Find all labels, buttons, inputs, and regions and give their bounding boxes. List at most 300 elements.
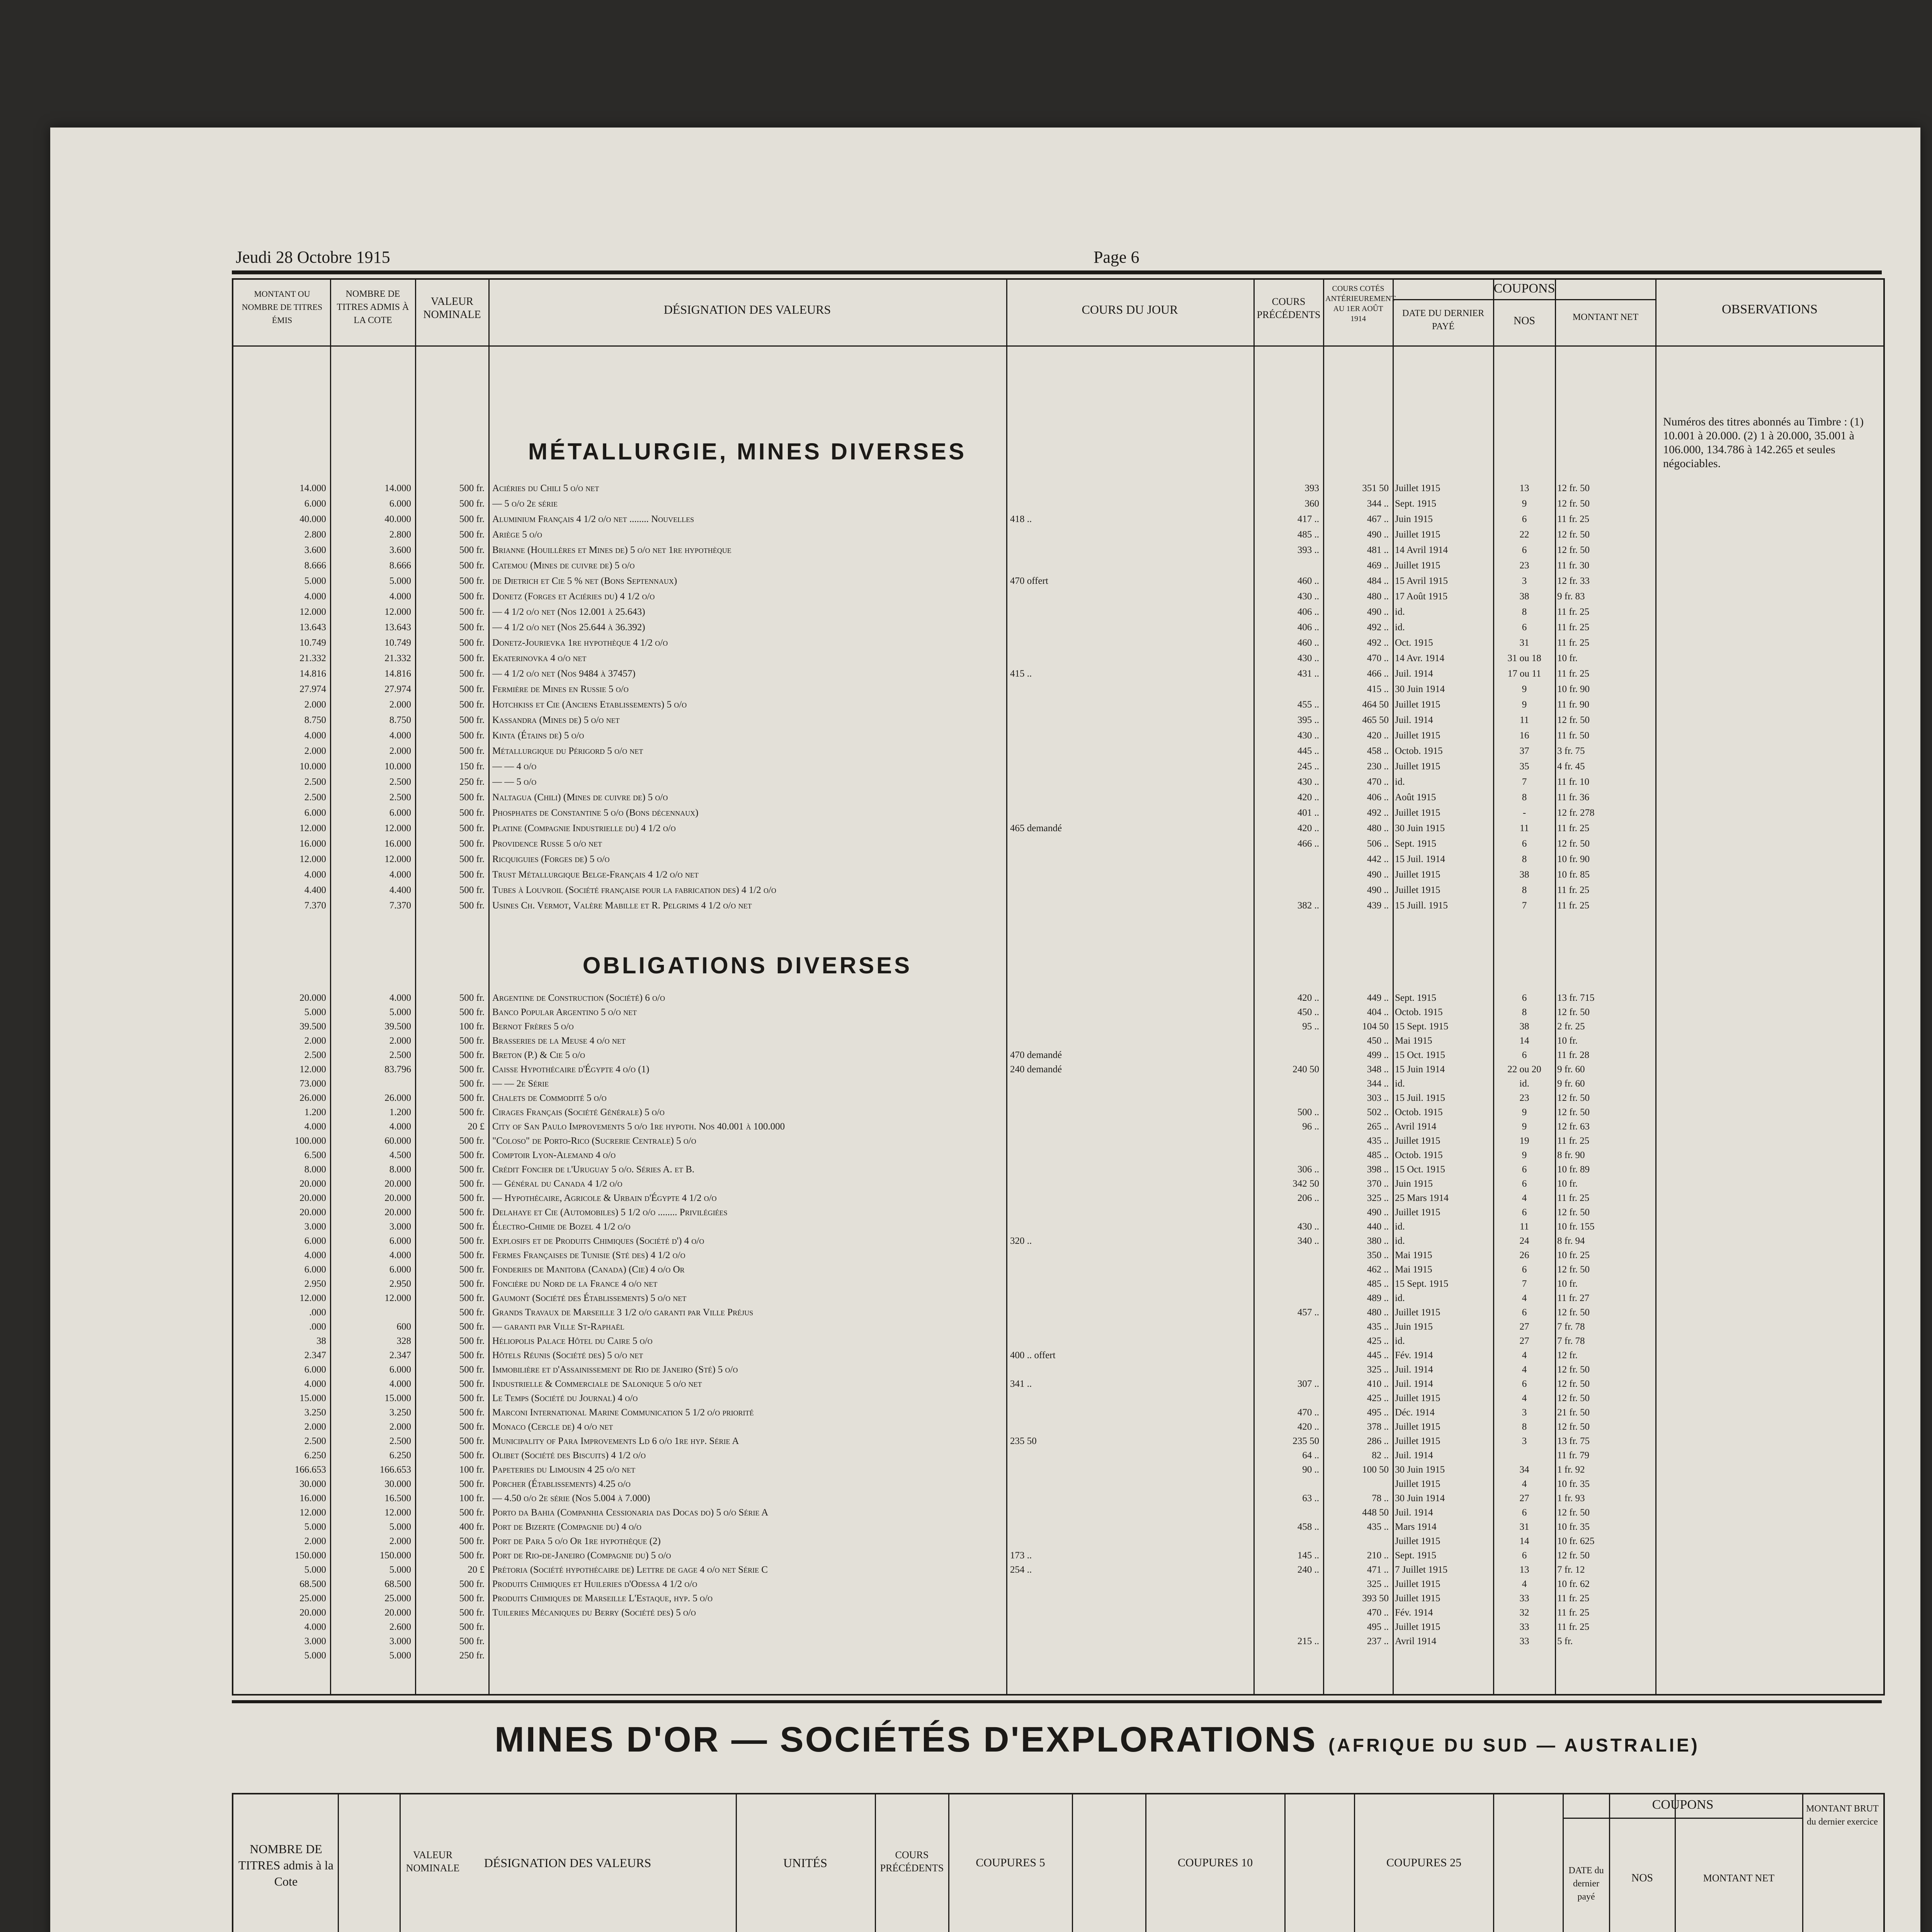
cell-val: 500 fr. — [459, 529, 485, 540]
top-rule — [232, 270, 1882, 274]
cell-em: 12.000 — [299, 607, 326, 617]
cell-ad: 6.000 — [389, 1236, 411, 1246]
cell-c14: 325 .. — [1367, 1579, 1389, 1589]
cell-em: 4.000 — [304, 1250, 326, 1260]
cell-jour: 415 .. — [1010, 668, 1032, 679]
cell-c14: 415 .. — [1367, 684, 1389, 694]
cell-c14 — [1327, 1477, 1389, 1491]
cell-em: 3.600 — [304, 545, 326, 555]
cell-jour — [1010, 1405, 1250, 1420]
cell-c14: 435 .. — [1367, 1321, 1389, 1332]
cell-val: 500 fr. — [459, 1207, 485, 1218]
cell-val: 500 fr. — [459, 560, 485, 571]
cell-date: Juil. 1914 — [1395, 1379, 1433, 1389]
cell-prec — [1257, 1477, 1319, 1491]
table-row — [233, 713, 1882, 728]
cell-des: Marconi International Marine Communication 5 1/2 o/o priorité — [492, 1407, 754, 1418]
col-montant: MONTANT OU NOMBRE DE TITRES ÉMIS — [242, 289, 323, 325]
cell-prec: 215 .. — [1297, 1636, 1319, 1646]
cell-ad: 68.500 — [384, 1579, 411, 1589]
cell-des: Électro-Chimie de Bozel 4 1/2 o/o — [492, 1221, 631, 1232]
cell-net: 11 fr. 25 — [1557, 823, 1590, 833]
cell-c14: 490 .. — [1367, 1207, 1389, 1218]
cell-ad: 2.500 — [389, 777, 411, 787]
cell-ad: 150.000 — [379, 1550, 411, 1561]
cell-date: Juil. 1914 — [1395, 1507, 1433, 1518]
cell-c14: 286 .. — [1367, 1436, 1389, 1446]
col-observations: OBSERVATIONS — [1722, 302, 1818, 316]
cell-prec — [1257, 1077, 1319, 1091]
table-row — [233, 1077, 1882, 1091]
cell-ad — [334, 1077, 411, 1091]
cell-prec — [1257, 1034, 1319, 1048]
cell-em: 16.000 — [299, 838, 326, 849]
cell-des: Comptoir Lyon-Alemand 4 o/o — [492, 1150, 616, 1160]
cell-des: — 4.50 o/o 2e série (Nos 5.004 à 7.000) — [492, 1493, 650, 1503]
table-row — [233, 620, 1882, 635]
t2-col-cours-prec: COURS PRÉCÉDENTS — [880, 1849, 944, 1874]
cell-ad: 4.000 — [389, 993, 411, 1003]
cell-n: 27 — [1519, 1493, 1529, 1503]
cell-em: 166.653 — [294, 1464, 326, 1475]
cell-des: Prétoria (Société hypothécaire de) Lettre de gage 4 o/o net Série C — [492, 1565, 768, 1575]
table-row — [233, 1477, 1882, 1491]
cell-val: 500 fr. — [459, 1422, 485, 1432]
cell-date: Juillet 1915 — [1395, 761, 1440, 772]
cell-des: Héliopolis Palace Hôtel du Caire 5 o/o — [492, 1336, 653, 1346]
cell-c14: 351 50 — [1362, 483, 1389, 493]
cell-net: 10 fr. 62 — [1557, 1579, 1590, 1589]
cell-des: Papeteries du Limousin 4 25 o/o net — [492, 1464, 636, 1475]
table-row — [233, 836, 1882, 852]
t2-col-coupures5: COUPURES 5 — [976, 1856, 1045, 1869]
cell-n: id. — [1519, 1078, 1529, 1089]
cell-ad: 10.000 — [384, 761, 411, 772]
cell-c14: 410 .. — [1367, 1379, 1389, 1389]
cell-em: 8.666 — [304, 560, 326, 571]
cell-prec: 64 .. — [1302, 1450, 1319, 1461]
section-title-obligations: OBLIGATIONS DIVERSES — [582, 952, 912, 978]
cell-date: Juillet 1915 — [1395, 808, 1440, 818]
separator-rule — [232, 1700, 1882, 1703]
cell-n: 9 — [1522, 1107, 1527, 1117]
cell-em: 5.000 — [304, 1565, 326, 1575]
cell-des: Donetz-Jourievka 1re hypothèque 4 1/2 o/o — [492, 638, 668, 648]
cell-jour — [1010, 1262, 1250, 1277]
cell-prec: 458 .. — [1297, 1522, 1319, 1532]
cell-c14: 265 .. — [1367, 1121, 1389, 1132]
cell-n: 14 — [1519, 1536, 1529, 1546]
cell-c14: 344 .. — [1367, 498, 1389, 509]
cell-n: 8 — [1522, 1422, 1527, 1432]
cell-des: Donetz (Forges et Aciéries du) 4 1/2 o/o — [492, 591, 655, 602]
cell-des: Caisse Hypothécaire d'Égypte 4 o/o (1) — [492, 1064, 650, 1075]
table-row — [233, 1520, 1882, 1534]
cell-des: Hotchkiss et Cie (Anciens Etablissements) 5 o/o — [492, 699, 687, 710]
cell-date: Juillet 1915 — [1395, 1479, 1440, 1489]
cell-ad: 16.500 — [384, 1493, 411, 1503]
cell-net: 21 fr. 50 — [1557, 1407, 1590, 1418]
cell-jour — [1010, 1119, 1250, 1134]
cell-prec: 342 50 — [1293, 1179, 1319, 1189]
cell-val: 20 £ — [468, 1565, 485, 1575]
cell-date: Juillet 1915 — [1395, 1422, 1440, 1432]
table-row — [233, 728, 1882, 743]
cell-ad: 40.000 — [384, 514, 411, 524]
cell-ad: 5.000 — [389, 1565, 411, 1575]
cell-c14: 481 .. — [1367, 545, 1389, 555]
cell-em: 26.000 — [299, 1093, 326, 1103]
cell-n: 27 — [1519, 1336, 1529, 1346]
cell-net: 11 fr. 30 — [1557, 560, 1590, 571]
cell-net: 12 fr. 33 — [1557, 576, 1590, 586]
cell-n: 38 — [1519, 869, 1529, 880]
cell-jour — [1010, 1491, 1250, 1505]
cell-net: 12 fr. 50 — [1557, 838, 1590, 849]
cell-net: 11 fr. 25 — [1557, 607, 1590, 617]
cell-date: Oct. 1915 — [1395, 638, 1433, 648]
cell-date: Août 1915 — [1395, 792, 1436, 803]
cell-c14: 499 .. — [1367, 1050, 1389, 1060]
cell-des: Port de Bizerte (Compagnie du) 4 o/o — [492, 1522, 642, 1532]
cell-val: 500 fr. — [459, 699, 485, 710]
cell-n: 7 — [1522, 1279, 1527, 1289]
cell-val: 500 fr. — [459, 746, 485, 756]
header-page-number: Page 6 — [1094, 248, 1139, 267]
cell-jour — [1010, 1019, 1250, 1034]
table-row — [233, 589, 1882, 604]
cell-date: Mai 1915 — [1395, 1264, 1432, 1275]
cell-prec: 430 .. — [1297, 730, 1319, 741]
cell-em: 2.500 — [304, 1050, 326, 1060]
cell-n: 6 — [1522, 1507, 1527, 1518]
cell-n: 9 — [1522, 1150, 1527, 1160]
cell-ad: 2.000 — [389, 699, 411, 710]
cell-date — [1395, 1648, 1492, 1663]
cell-date: Juillet 1915 — [1395, 483, 1440, 493]
cell-n: 22 — [1519, 529, 1529, 540]
cell-n: 6 — [1522, 1550, 1527, 1561]
cell-date: Juillet 1915 — [1395, 1436, 1440, 1446]
cell-val: 500 fr. — [459, 1007, 485, 1017]
cell-date: 15 Juin 1914 — [1395, 1064, 1445, 1075]
cell-n: 4 — [1522, 1393, 1527, 1403]
col-valeur: VALEUR NOMINALE — [423, 296, 481, 321]
cell-n: 38 — [1519, 1021, 1529, 1032]
cell-des: — Général du Canada 4 1/2 o/o — [492, 1179, 622, 1189]
cell-ad: 14.000 — [384, 483, 411, 493]
cell-prec — [1257, 1248, 1319, 1262]
col-montant-net: MONTANT NET — [1572, 312, 1639, 322]
cell-net: 10 fr. 155 — [1557, 1221, 1595, 1232]
cell-prec: 406 .. — [1297, 622, 1319, 633]
cell-date: Juillet 1915 — [1395, 1307, 1440, 1318]
cell-c14: 435 .. — [1367, 1522, 1389, 1532]
table-row — [233, 1448, 1882, 1463]
cell-val: 500 fr. — [459, 1050, 485, 1060]
table-metallurgie-obligations — [232, 278, 1885, 1696]
cell-n: 14 — [1519, 1036, 1529, 1046]
cell-jour: 240 demandé — [1010, 1064, 1062, 1075]
table-row — [233, 1420, 1882, 1434]
cell-c14: 470 .. — [1367, 1607, 1389, 1618]
cell-date: Juillet 1915 — [1395, 529, 1440, 540]
cell-n: 11 — [1519, 1221, 1529, 1232]
cell-em: 15.000 — [299, 1393, 326, 1403]
cell-c14 — [1327, 1648, 1389, 1663]
cell-ad: 12.000 — [384, 823, 411, 833]
cell-ad: 8.750 — [389, 715, 411, 725]
cell-c14: 303 .. — [1367, 1093, 1389, 1103]
cell-jour — [1010, 1162, 1250, 1177]
cell-jour — [1010, 1248, 1250, 1262]
cell-val: 500 fr. — [459, 1579, 485, 1589]
cell-jour — [1010, 1634, 1250, 1648]
cell-net: 12 fr. 50 — [1557, 1393, 1590, 1403]
cell-date: Juillet 1915 — [1395, 1622, 1440, 1632]
cell-em: 2.000 — [304, 1036, 326, 1046]
cell-net: 12 fr. 50 — [1557, 1422, 1590, 1432]
cell-n: 17 ou 11 — [1507, 668, 1541, 679]
cell-c14: 489 .. — [1367, 1293, 1389, 1303]
cell-net: 10 fr. 35 — [1557, 1522, 1590, 1532]
cell-jour — [1010, 1391, 1250, 1405]
cell-em: 3.000 — [304, 1636, 326, 1646]
cell-ad: 2.000 — [389, 1536, 411, 1546]
cell-date: Juillet 1915 — [1395, 730, 1440, 741]
table-row — [233, 867, 1882, 883]
cell-c14: 420 .. — [1367, 730, 1389, 741]
cell-c14: 440 .. — [1367, 1221, 1389, 1232]
cell-em: 2.500 — [304, 792, 326, 803]
cell-date: id. — [1395, 622, 1405, 633]
cell-prec: 430 .. — [1297, 1221, 1319, 1232]
table-row — [233, 1320, 1882, 1334]
cell-n: 8 — [1522, 792, 1527, 803]
cell-des: Produits Chimiques et Huileries d'Odessa 4 1/2 o/o — [492, 1579, 697, 1589]
cell-c14: 480 .. — [1367, 1307, 1389, 1318]
cell-jour — [1010, 1505, 1250, 1520]
cell-n: 9 — [1522, 498, 1527, 509]
cell-date: 7 Juillet 1915 — [1395, 1565, 1448, 1575]
cell-prec: 206 .. — [1297, 1193, 1319, 1203]
cell-date: Sept. 1915 — [1395, 1550, 1436, 1561]
cell-date: Juillet 1915 — [1395, 1207, 1440, 1218]
cell-net: 11 fr. 25 — [1557, 1622, 1590, 1632]
cell-em: 30.000 — [299, 1479, 326, 1489]
cell-date: 15 Juill. 1915 — [1395, 900, 1448, 911]
cell-date: Octob. 1915 — [1395, 746, 1443, 756]
cell-c14: 485 .. — [1367, 1279, 1389, 1289]
cell-em: 5.000 — [304, 1650, 326, 1661]
cell-val: 500 fr. — [459, 545, 485, 555]
cell-jour — [1010, 1463, 1250, 1477]
cell-val: 500 fr. — [459, 1264, 485, 1275]
cell-prec — [1257, 1334, 1319, 1348]
cell-em: .000 — [309, 1321, 326, 1332]
cell-n: 6 — [1522, 1207, 1527, 1218]
cell-c14: 495 .. — [1367, 1622, 1389, 1632]
cell-prec: 455 .. — [1297, 699, 1319, 710]
cell-ad: 83.796 — [384, 1064, 411, 1075]
table-row — [233, 1048, 1882, 1062]
cell-val: 500 fr. — [459, 1379, 485, 1389]
cell-c14: 230 .. — [1367, 761, 1389, 772]
cell-des: Gaumont (Société des Établissements) 5 o/o net — [492, 1293, 687, 1303]
cell-n: 7 — [1522, 777, 1527, 787]
cell-c14: 82 .. — [1372, 1450, 1389, 1461]
cell-jour — [1010, 1320, 1250, 1334]
cell-ad: 6.000 — [389, 1264, 411, 1275]
cell-ad: 2.347 — [389, 1350, 411, 1361]
cell-n: 8 — [1522, 854, 1527, 864]
cell-jour: 418 .. — [1010, 514, 1032, 524]
cell-net: 11 fr. 36 — [1557, 792, 1590, 803]
cell-net: 11 fr. 25 — [1557, 1593, 1590, 1604]
cell-des: Hôtels Réunis (Société des) 5 o/o net — [492, 1350, 643, 1361]
cell-em: 7.370 — [304, 900, 326, 911]
col-cours-jour: COURS DU JOUR — [1082, 303, 1178, 316]
cell-jour — [1010, 604, 1250, 620]
cell-net: 12 fr. 50 — [1557, 1093, 1590, 1103]
cell-c14: 344 .. — [1367, 1078, 1389, 1089]
cell-jour — [1010, 697, 1250, 713]
cell-em: 12.000 — [299, 1507, 326, 1518]
cell-net: 10 fr. 90 — [1557, 854, 1590, 864]
cell-des — [492, 1648, 1002, 1663]
cell-jour — [1010, 867, 1250, 883]
cell-n: 22 ou 20 — [1507, 1064, 1541, 1075]
cell-n: 32 — [1519, 1607, 1529, 1618]
cell-des: Olibet (Société des Biscuits) 4 1/2 o/o — [492, 1450, 646, 1461]
cell-ad: 4.000 — [389, 1121, 411, 1132]
cell-prec: 466 .. — [1297, 838, 1319, 849]
cell-val: 500 fr. — [459, 1507, 485, 1518]
cell-c14: 458 .. — [1367, 746, 1389, 756]
cell-date: 14 Avr. 1914 — [1395, 653, 1445, 663]
cell-val: 500 fr. — [459, 1393, 485, 1403]
cell-date: Juil. 1914 — [1395, 1450, 1433, 1461]
cell-ad — [334, 1305, 411, 1320]
cell-em: 6.000 — [304, 1264, 326, 1275]
cell-val: 500 fr. — [459, 1136, 485, 1146]
cell-val: 500 fr. — [459, 668, 485, 679]
cell-c14: 490 .. — [1367, 869, 1389, 880]
cell-ad: 6.000 — [389, 498, 411, 509]
cell-des: Grands Travaux de Marseille 3 1/2 o/o garanti par Ville Préjus — [492, 1307, 753, 1318]
cell-jour — [1010, 1077, 1250, 1091]
t2-col-coupures25: COUPURES 25 — [1386, 1856, 1462, 1869]
cell-c14: 380 .. — [1367, 1236, 1389, 1246]
cell-val: 500 fr. — [459, 1593, 485, 1604]
cell-des: Port de Para 5 o/o Or 1re hypothèque (2) — [492, 1536, 661, 1546]
cell-jour: 254 .. — [1010, 1565, 1032, 1575]
table-row — [233, 1605, 1882, 1620]
cell-c14 — [1327, 1534, 1389, 1548]
cell-net: 12 fr. 50 — [1557, 1379, 1590, 1389]
cell-date: Juillet 1915 — [1395, 885, 1440, 895]
cell-c14: 378 .. — [1367, 1422, 1389, 1432]
cell-val: 500 fr. — [459, 1407, 485, 1418]
table-row — [233, 1434, 1882, 1448]
col-coupons: COUPONS — [1493, 281, 1555, 296]
cell-prec: 417 .. — [1297, 514, 1319, 524]
cell-prec — [1257, 558, 1319, 573]
cell-date: Juin 1915 — [1395, 1179, 1433, 1189]
cell-des: — 4 1/2 o/o net (Nos 9484 à 37457) — [492, 668, 636, 679]
cell-ad: 12.000 — [384, 607, 411, 617]
cell-c14: 506 .. — [1367, 838, 1389, 849]
cell-prec: 430 .. — [1297, 591, 1319, 602]
cell-em: 20.000 — [299, 1207, 326, 1218]
cell-val: 500 fr. — [459, 1350, 485, 1361]
cell-des: Kinta (Étains de) 5 o/o — [492, 730, 584, 741]
cell-jour: 341 .. — [1010, 1379, 1032, 1389]
cell-date: id. — [1395, 1236, 1405, 1246]
cell-n: 3 — [1522, 1436, 1527, 1446]
cell-prec: 63 .. — [1302, 1493, 1319, 1503]
cell-date: Juillet 1915 — [1395, 699, 1440, 710]
cell-val: 500 fr. — [459, 638, 485, 648]
cell-net: 9 fr. 83 — [1557, 591, 1585, 602]
cell-ad: 2.500 — [389, 1050, 411, 1060]
cell-val: 500 fr. — [459, 1236, 485, 1246]
cell-prec: 460 .. — [1297, 638, 1319, 648]
cell-net: 8 fr. 90 — [1557, 1150, 1585, 1160]
cell-net: 10 fr. 90 — [1557, 684, 1590, 694]
cell-net: 12 fr. 50 — [1557, 1264, 1590, 1275]
cell-n: 4 — [1522, 1579, 1527, 1589]
cell-prec — [1257, 1534, 1319, 1548]
cell-n: 11 — [1519, 823, 1529, 833]
cell-n: 23 — [1519, 560, 1529, 571]
cell-prec — [1257, 1277, 1319, 1291]
cell-val: 20 £ — [468, 1121, 485, 1132]
cell-n: 34 — [1519, 1464, 1529, 1475]
table-row — [233, 1634, 1882, 1648]
cell-date: id. — [1395, 1221, 1405, 1232]
cell-val: 500 fr. — [459, 1093, 485, 1103]
cell-em: 6.000 — [304, 1364, 326, 1375]
cell-val: 250 fr. — [459, 1650, 485, 1661]
cell-date: Juil. 1914 — [1395, 668, 1433, 679]
cell-prec: 450 .. — [1297, 1007, 1319, 1017]
cell-n: 8 — [1522, 607, 1527, 617]
cell-prec: 430 .. — [1297, 653, 1319, 663]
cell-date: id. — [1395, 1293, 1405, 1303]
cell-net: 7 fr. 12 — [1557, 1565, 1585, 1575]
cell-prec: 393 — [1304, 483, 1319, 493]
cell-date: 17 Août 1915 — [1395, 591, 1448, 602]
cell-em: 2.000 — [304, 1422, 326, 1432]
cell-val: 500 fr. — [459, 498, 485, 509]
cell-date: Octob. 1915 — [1395, 1107, 1443, 1117]
cell-prec: 360 — [1304, 498, 1319, 509]
cell-date: 15 Juil. 1914 — [1395, 854, 1445, 864]
cell-c14: 480 .. — [1367, 591, 1389, 602]
cell-ad: 27.974 — [384, 684, 411, 694]
t2-col-brut: MONTANT BRUT du dernier exercice — [1806, 1804, 1879, 1827]
cell-prec: 90 .. — [1302, 1464, 1319, 1475]
cell-ad: 12.000 — [384, 1507, 411, 1518]
cell-n: 3 — [1522, 1407, 1527, 1418]
cell-c14: 104 50 — [1362, 1021, 1389, 1032]
cell-em: 4.400 — [304, 885, 326, 895]
cell-jour — [1010, 1291, 1250, 1305]
cell-date: Sept. 1915 — [1395, 498, 1436, 509]
cell-em: 25.000 — [299, 1593, 326, 1604]
table-row — [233, 666, 1882, 682]
